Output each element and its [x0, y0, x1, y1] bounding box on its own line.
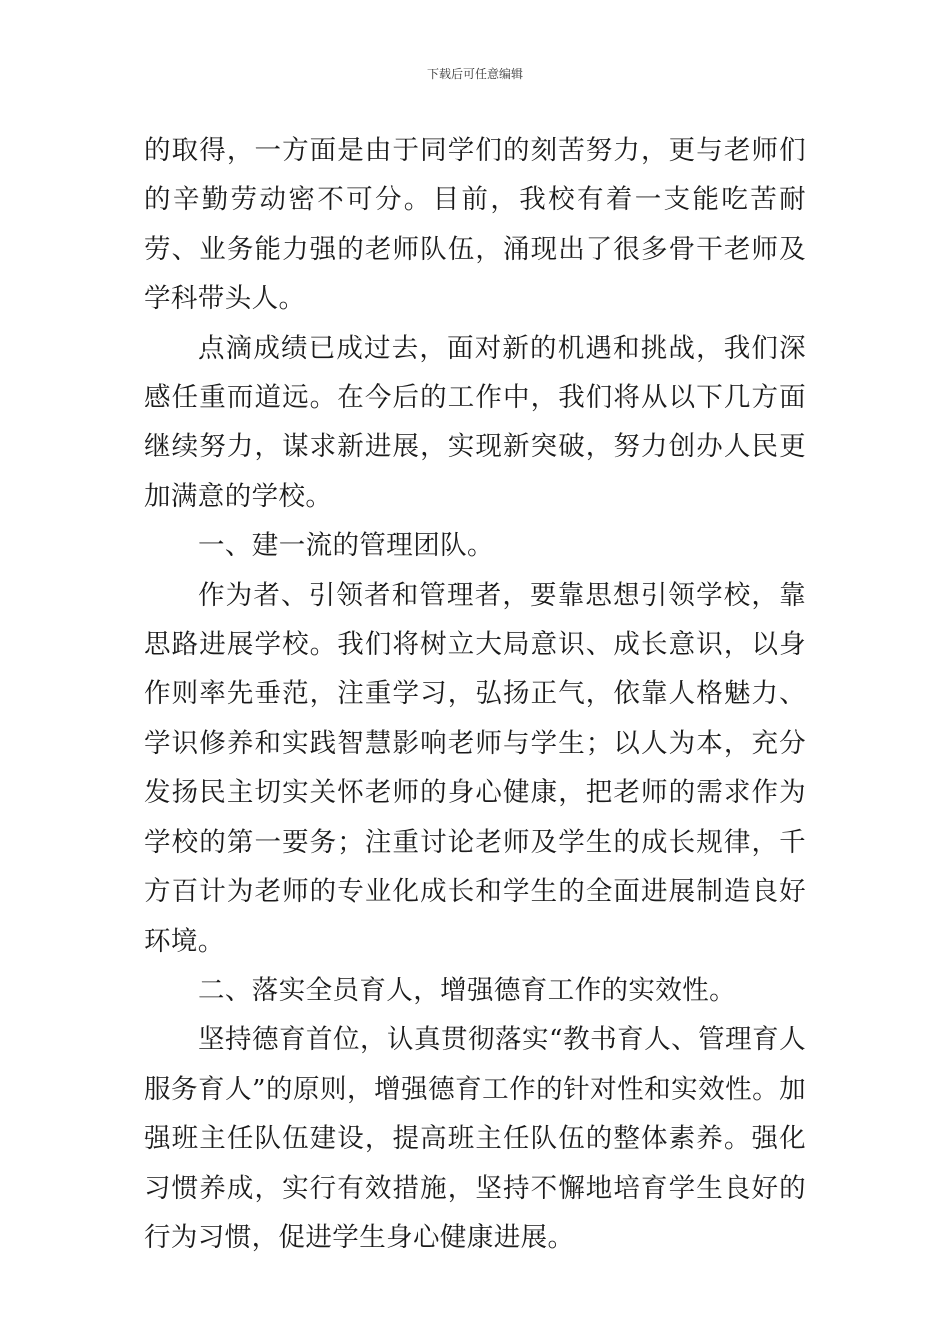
paragraph-continuation: 的取得，一方面是由于同学们的刻苦努力，更与老师们的辛勤劳动密不可分。目前，我校有着一支能吃苦耐劳、业务能力强的老师队伍，涌现出了很多骨干老师及学科带头人。 [144, 135, 806, 315]
paragraph-achievements: 点滴成绩已成过去，面对新的机遇和挑战，我们深感任重而道远。在今后的工作中，我们将从以下几方面继续努力，谋求新进展，实现新突破，努力创办人民更加满意的学校。 [144, 332, 806, 512]
document-body [144, 126, 806, 1262]
page-header-note: 下载后可任意编辑 [426, 67, 523, 81]
paragraph-moral-education: 坚持德育首位，认真贯彻落实“教书育人、管理育人服务育人”的原则，增强德育工作的针对性和实效性。加强班主任队伍建设，提高班主任队伍的整体素养。强化习惯养成，实行有效措施，坚持不懈地培育学生良好的行为习惯，促进学生身心健康进展。 [144, 1024, 806, 1253]
section-heading-moral-education: 二、落实全员育人，增强德育工作的实效性。 [198, 974, 736, 1006]
paragraph-management: 作为者、引领者和管理者，要靠思想引领学校，靠思路进展学校。我们将树立大局意识、成长意识，以身作则率先垂范，注重学习，弘扬正气，依靠人格魅力、学识修养和实践智慧影响老师与学生；以人为本，充分发扬民主切实关怀老师的身心健康，把老师的需求作为学校的第一要务；注重讨论老师及学生的成长规律，千方百计为老师的专业化成长和学生的全面进展制造良好环境。 [144, 579, 806, 957]
section-heading-management: 一、建一流的管理团队。 [198, 530, 494, 562]
